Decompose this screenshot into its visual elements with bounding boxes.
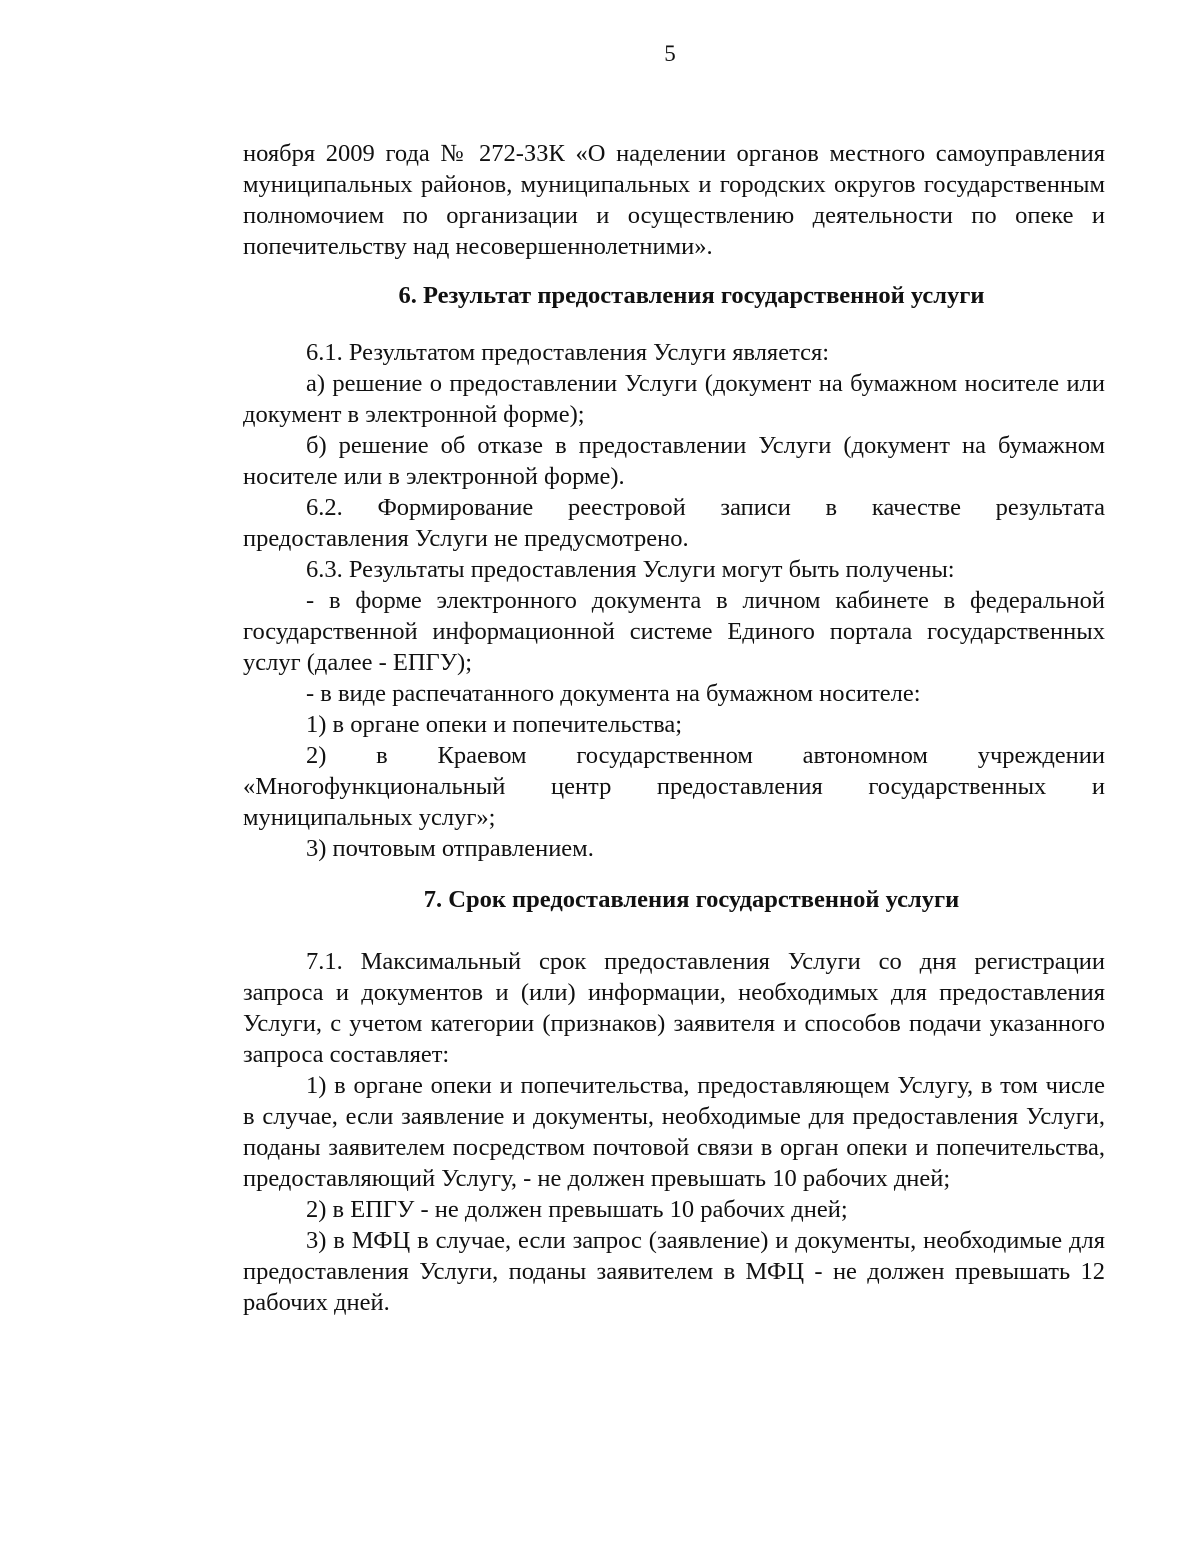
clause-6-1-a: а) решение о предоставлении Услуги (документ на бумажном носителе или документ в электронной форме); — [243, 370, 1105, 428]
clause-7-1-item-1: 1) в органе опеки и попечительства, предоставляющем Услугу, в том числе в случае, если заявление и документы, необходимые для предоставления Услуги, поданы заявителем посредством почтовой связи в орган опеки и попечительства, предоставляющий Услугу, - не должен превышать 10 рабочих дней; — [243, 1072, 1105, 1192]
clause-6-3-paper: - в виде распечатанного документа на бумажном носителе: — [306, 680, 921, 707]
clause-6-2: 6.2. Формирование реестровой записи в качестве результата предоставления Услуги не предусмотрено. — [243, 494, 1105, 552]
clause-6-3-electronic: - в форме электронного документа в личном кабинете в федеральной государственной информационной системе Единого портала государственных услуг (далее - ЕПГУ); — [243, 587, 1105, 676]
intro-paragraph: ноября 2009 года № 272-ЗЗК «О наделении органов местного самоуправления муниципальных районов, муниципальных и городских округов государственным полномочием по организации и осуществлению деятельности по опеке и попечительству над несовершеннолетними». — [243, 140, 1105, 260]
section-6-heading: 6. Результат предоставления государственной услуги — [398, 282, 985, 309]
page-number: 5 — [664, 41, 676, 66]
section-7-heading: 7. Срок предоставления государственной услуги — [423, 886, 960, 913]
clause-6-3-item-1: 1) в органе опеки и попечительства; — [306, 711, 683, 738]
clause-7-1: 7.1. Максимальный срок предоставления Услуги со дня регистрации запроса и документов и (или) информации, необходимых для предоставления Услуги, с учетом категории (признаков) заявителя и способов подачи указанного запроса составляет: — [243, 948, 1105, 1068]
clause-7-1-item-2: 2) в ЕПГУ - не должен превышать 10 рабочих дней; — [306, 1196, 848, 1223]
clause-6-3: 6.3. Результаты предоставления Услуги могут быть получены: — [306, 556, 955, 583]
document-body — [243, 138, 1105, 1318]
clause-6-1: 6.1. Результатом предоставления Услуги является: — [306, 339, 830, 366]
clause-6-1-b: б) решение об отказе в предоставлении Услуги (документ на бумажном носителе или в электронной форме). — [243, 432, 1105, 490]
clause-7-1-item-3: 3) в МФЦ в случае, если запрос (заявление) и документы, необходимые для предоставления Услуги, поданы заявителем в МФЦ - не должен превышать 12 рабочих дней. — [243, 1227, 1105, 1316]
clause-6-3-item-2: 2) в Краевом государственном автономном учреждении «Многофункциональный центр предоставления государственных и муниципальных услуг»; — [243, 742, 1105, 831]
clause-6-3-item-3: 3) почтовым отправлением. — [306, 835, 594, 862]
